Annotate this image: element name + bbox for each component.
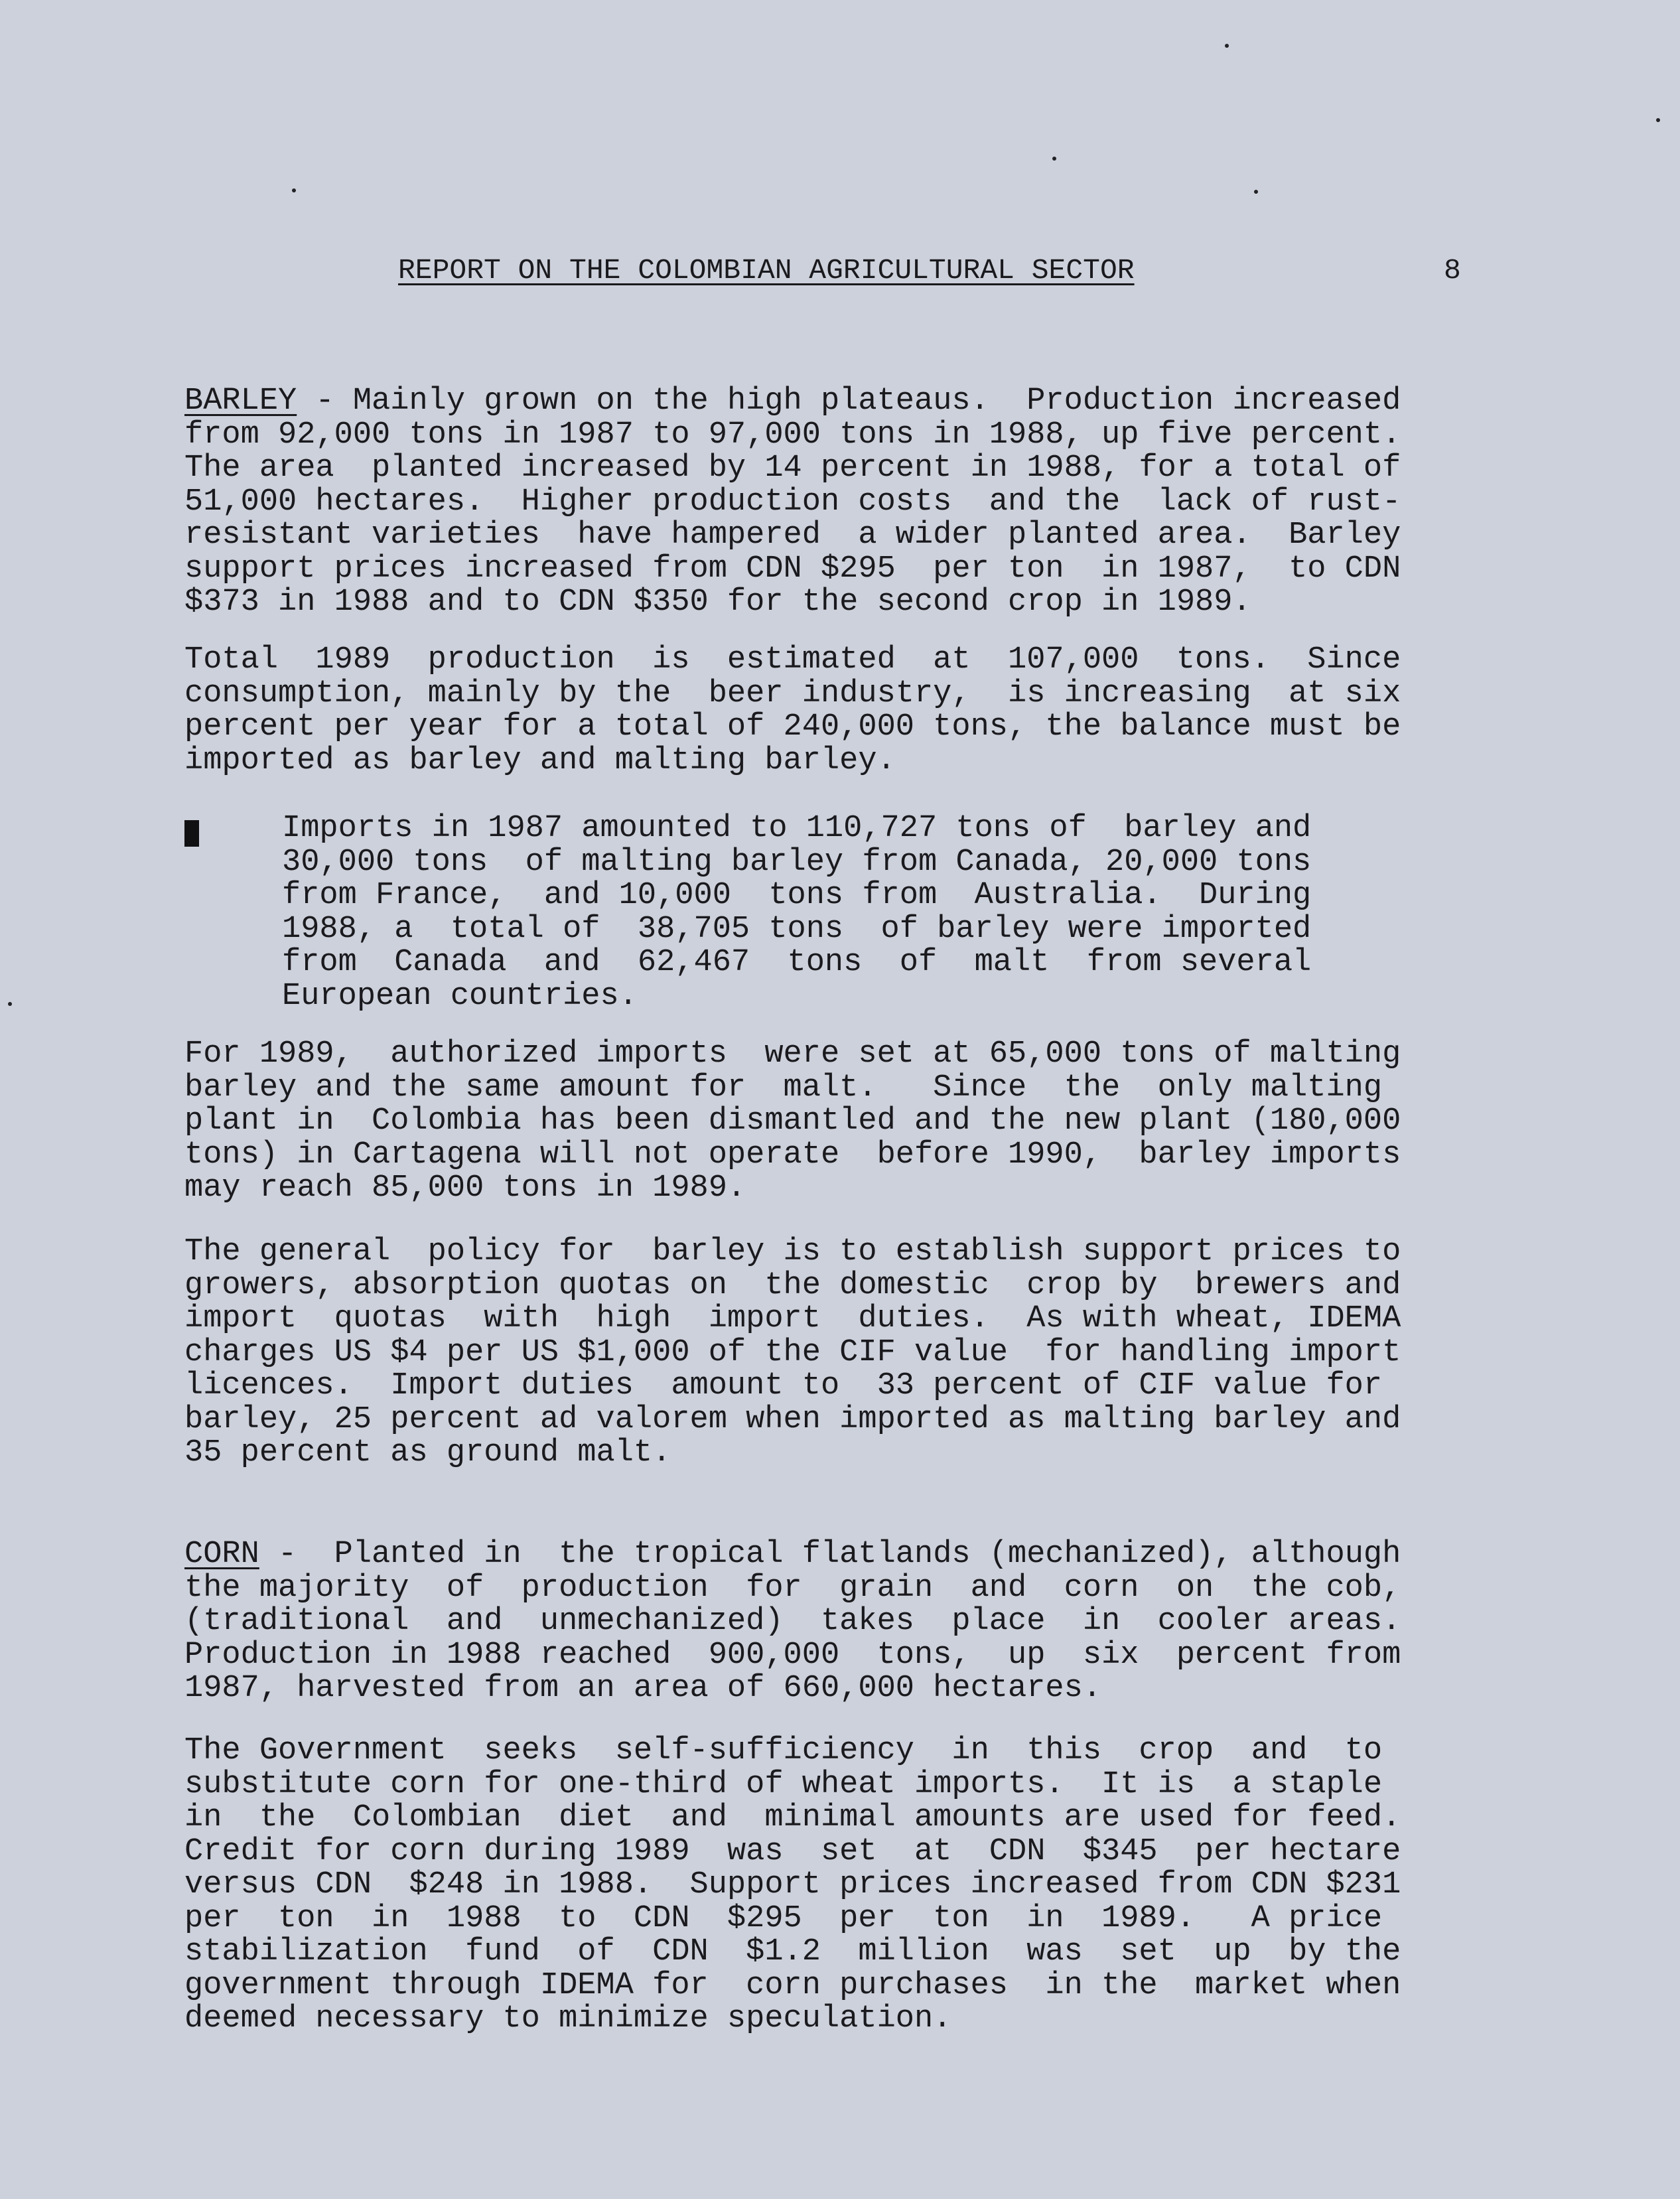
bullet-line: European countries. [282,978,638,1014]
paragraph-line: 51,000 hectares. Higher production costs and the lack of rust- [184,484,1401,520]
page-header-title: REPORT ON THE COLOMBIAN AGRICULTURAL SECTOR [398,254,1135,287]
paragraph-line: support prices increased from CDN $295 per ton in 1987, to CDN [184,551,1401,587]
barley-policy-paragraph [184,1236,1472,1470]
paragraph-line: from 92,000 tons in 1987 to 97,000 tons in 1988, up five percent. [184,417,1401,453]
paragraph-line: resistant varieties have hampered a wider planted area. Barley [184,518,1401,553]
bullet-line: Imports in 1987 amounted to 110,727 tons of barley and [282,811,1312,846]
barley-authorized-imports-paragraph [184,1038,1472,1206]
paragraph-line: The area planted increased by 14 percent in 1988, for a total of [184,451,1401,486]
page-number: 8 [1444,254,1461,287]
paragraph-line: CORN - Planted in the tropical flatlands (mechanized), although [184,1537,1401,1572]
paragraph-line: BARLEY - Mainly grown on the high plateaus. Production increased [184,384,1401,419]
paragraph-line: tons) in Cartagena will not operate before 1990, barley imports [184,1137,1401,1172]
bullet-marker [184,820,199,847]
scan-speck [1052,157,1056,161]
paragraph-line: deemed necessary to minimize speculation. [184,2001,952,2036]
scan-speck [1254,190,1258,194]
paragraph-line: Production in 1988 reached 900,000 tons, up six percent from [184,1637,1401,1673]
paragraph-line: barley, 25 percent ad valorem when imported as malting barley and [184,1401,1401,1437]
paragraph-line: Total 1989 production is estimated at 107,000 tons. Since [184,642,1401,677]
scan-speck [8,1002,12,1006]
paragraph-line: consumption, mainly by the beer industry, is increasing at six [184,675,1401,711]
paragraph-line: 35 percent as ground malt. [184,1435,671,1470]
paragraph-line: licences. Import duties amount to 33 percent of CIF value for [184,1368,1383,1403]
paragraph-line: plant in Colombia has been dismantled and the new plant (180,000 [184,1103,1401,1139]
bullet-line: 30,000 tons of malting barley from Canada, 20,000 tons [282,844,1312,880]
paragraph-line: For 1989, authorized imports were set at 65,000 tons of malting [184,1036,1401,1072]
paragraph-line: per ton in 1988 to CDN $295 per ton in 1989. A price [184,1900,1383,1936]
paragraph-line: stabilization fund of CDN $1.2 million was set up by the [184,1934,1401,1969]
paragraph-line: versus CDN $248 in 1988. Support prices increased from CDN $231 [184,1867,1401,1902]
paragraph-line: imported as barley and malting barley. [184,743,896,778]
paragraph-line: may reach 85,000 tons in 1989. [184,1170,746,1206]
paragraph-line: in the Colombian diet and minimal amounts are used for feed. [184,1800,1401,1835]
paragraph-line: percent per year for a total of 240,000 tons, the balance must be [184,709,1401,745]
barley-imports-bullet [282,812,1370,1013]
bullet-line: from Canada and 62,467 tons of malt from several [282,945,1312,980]
bullet-line: 1988, a total of 38,705 tons of barley were imported [282,911,1312,947]
corn-government-paragraph [184,1735,1472,2036]
paragraph-line: charges US $4 per US $1,000 of the CIF value for handling import [184,1334,1401,1370]
paragraph-line: import quotas with high import duties. As with wheat, IDEMA [184,1301,1401,1336]
barley-production-paragraph [184,644,1472,778]
section-heading-barley: BARLEY [184,384,297,419]
paragraph-line: $373 in 1988 and to CDN $350 for the second crop in 1989. [184,585,1251,620]
barley-intro-paragraph [184,385,1472,620]
paragraph-line: 1987, harvested from an area of 660,000 hectares. [184,1671,1102,1706]
paragraph-line: the majority of production for grain and corn on the cob, [184,1570,1401,1606]
paragraph-line: Credit for corn during 1989 was set at CDN $345 per hectare [184,1833,1401,1869]
paragraph-line: barley and the same amount for malt. Since the only malting [184,1070,1383,1105]
paragraph-line: The Government seeks self-sufficiency in this crop and to [184,1733,1383,1768]
scan-speck [1656,118,1660,122]
paragraph-line: (traditional and unmechanized) takes place in cooler areas. [184,1604,1401,1639]
bullet-line: from France, and 10,000 tons from Australia. During [282,878,1312,913]
scan-speck [292,188,296,192]
paragraph-line: The general policy for barley is to establish support prices to [184,1234,1401,1269]
corn-intro-paragraph [184,1538,1472,1706]
paragraph-line: substitute corn for one-third of wheat imports. It is a staple [184,1766,1383,1802]
section-heading-corn: CORN [184,1537,259,1572]
scan-speck [1225,44,1229,48]
paragraph-line: growers, absorption quotas on the domestic crop by brewers and [184,1267,1401,1303]
paragraph-line: government through IDEMA for corn purchases in the market when [184,1967,1401,2003]
